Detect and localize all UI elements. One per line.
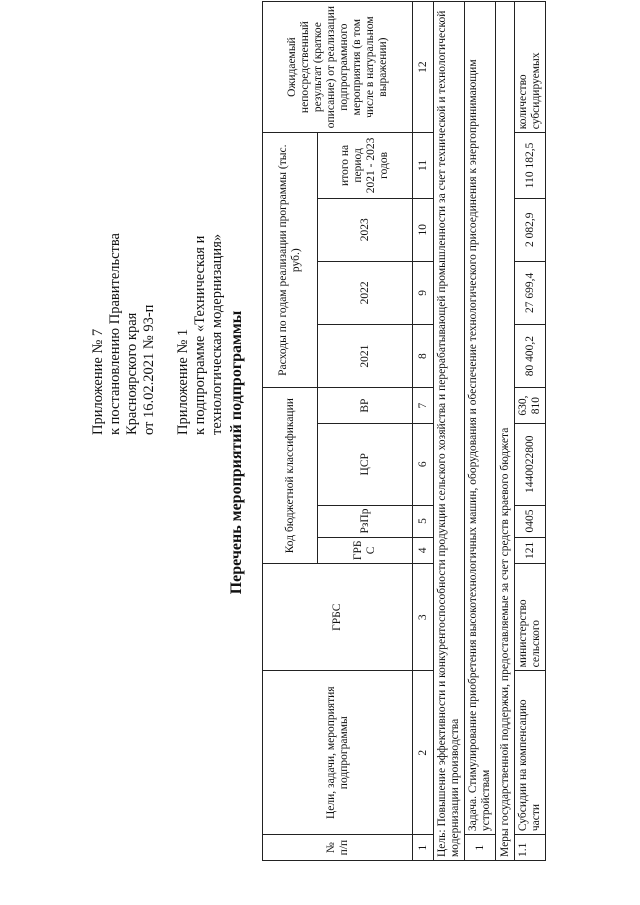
table-row	[515, 2, 546, 861]
header-line: Приложение № 7	[90, 328, 106, 435]
column-number: 7	[413, 388, 434, 424]
measures-row	[496, 2, 515, 861]
col-header-budget-code: Код бюджетной классификации	[263, 388, 318, 564]
col-header-2021: 2021	[318, 325, 413, 388]
col-header-2022: 2022	[318, 261, 413, 324]
col-header-grbs-code: ГРБ С	[318, 537, 413, 564]
col-header-rzpr: РзПр	[318, 505, 413, 537]
col-header-num: № п/п	[263, 835, 413, 861]
header-line: от 16.02.2021 № 93-п	[141, 304, 157, 435]
appendix-header	[90, 155, 226, 435]
measures-text: Меры государственной поддержки, предоставляемые за счет средств краевого бюджета	[496, 2, 515, 861]
column-number: 11	[413, 133, 434, 198]
row-measure-name: Субсидии на компенсацию части	[515, 671, 546, 835]
header-spacer	[158, 155, 175, 435]
column-number: 3	[413, 564, 434, 671]
header-line: Красноярского края	[124, 312, 140, 435]
row-2021: 80 400,2	[515, 325, 546, 388]
table-header-row	[263, 2, 318, 861]
row-vr: 630, 810	[515, 388, 546, 424]
header-line: к постановлению Правительства	[107, 233, 123, 435]
column-number: 2	[413, 671, 434, 835]
column-numbering-row	[413, 2, 434, 861]
task-number: 1	[465, 835, 496, 861]
col-header-csr: ЦСР	[318, 423, 413, 505]
col-header-grbs: ГРБС	[263, 564, 413, 671]
column-number: 4	[413, 537, 434, 564]
header-line: к подпрограмме «Техническая и	[192, 235, 208, 435]
column-number: 1	[413, 835, 434, 861]
col-header-expenses: Расходы по годам реализации программы (тыс. руб.)	[263, 133, 318, 388]
row-result: количество субсидируемых	[515, 2, 546, 133]
col-header-result: Ожидаемый непосредственный результат (краткое описание) от реализации подпрограммного мероприятия (в том числе в натуральном выражении)	[263, 2, 413, 133]
col-header-goals: Цели, задачи, мероприятия подпрограммы	[263, 671, 413, 835]
row-2022: 27 699,4	[515, 261, 546, 324]
document-title: Перечень мероприятий подпрограммы	[228, 310, 245, 595]
row-rzpr: 0405	[515, 505, 546, 537]
column-number: 10	[413, 198, 434, 261]
row-grbs: министерство сельского	[515, 564, 546, 671]
row-2023: 2 082,9	[515, 198, 546, 261]
col-header-vr: ВР	[318, 388, 413, 424]
column-number: 9	[413, 261, 434, 324]
column-number: 6	[413, 423, 434, 505]
goal-row	[434, 2, 465, 861]
column-number: 5	[413, 505, 434, 537]
task-row	[465, 2, 496, 861]
column-number: 8	[413, 325, 434, 388]
row-csr: 1440022800	[515, 423, 546, 505]
column-number: 12	[413, 2, 434, 133]
goal-text: Цель: Повышение эффективности и конкурентоспособности продукции сельского хозяйства и перерабатывающей промышленности за счет технической и технологической модернизации производства	[434, 2, 465, 861]
col-header-total: итого на период 2021 - 2023 годов	[318, 133, 413, 198]
header-line: технологическая модернизация»	[209, 233, 225, 435]
task-text: Задача. Стимулирование приобретения высокотехнологичных машин, оборудования и обеспечение технологического присоединения к энергопринимающим устройствам	[465, 2, 496, 835]
measures-table	[262, 1, 546, 861]
header-line: Приложение № 1	[175, 328, 191, 435]
row-total: 110 182,5	[515, 133, 546, 198]
col-header-2023: 2023	[318, 198, 413, 261]
row-number: 1.1	[515, 835, 546, 861]
row-grbs-code: 121	[515, 537, 546, 564]
